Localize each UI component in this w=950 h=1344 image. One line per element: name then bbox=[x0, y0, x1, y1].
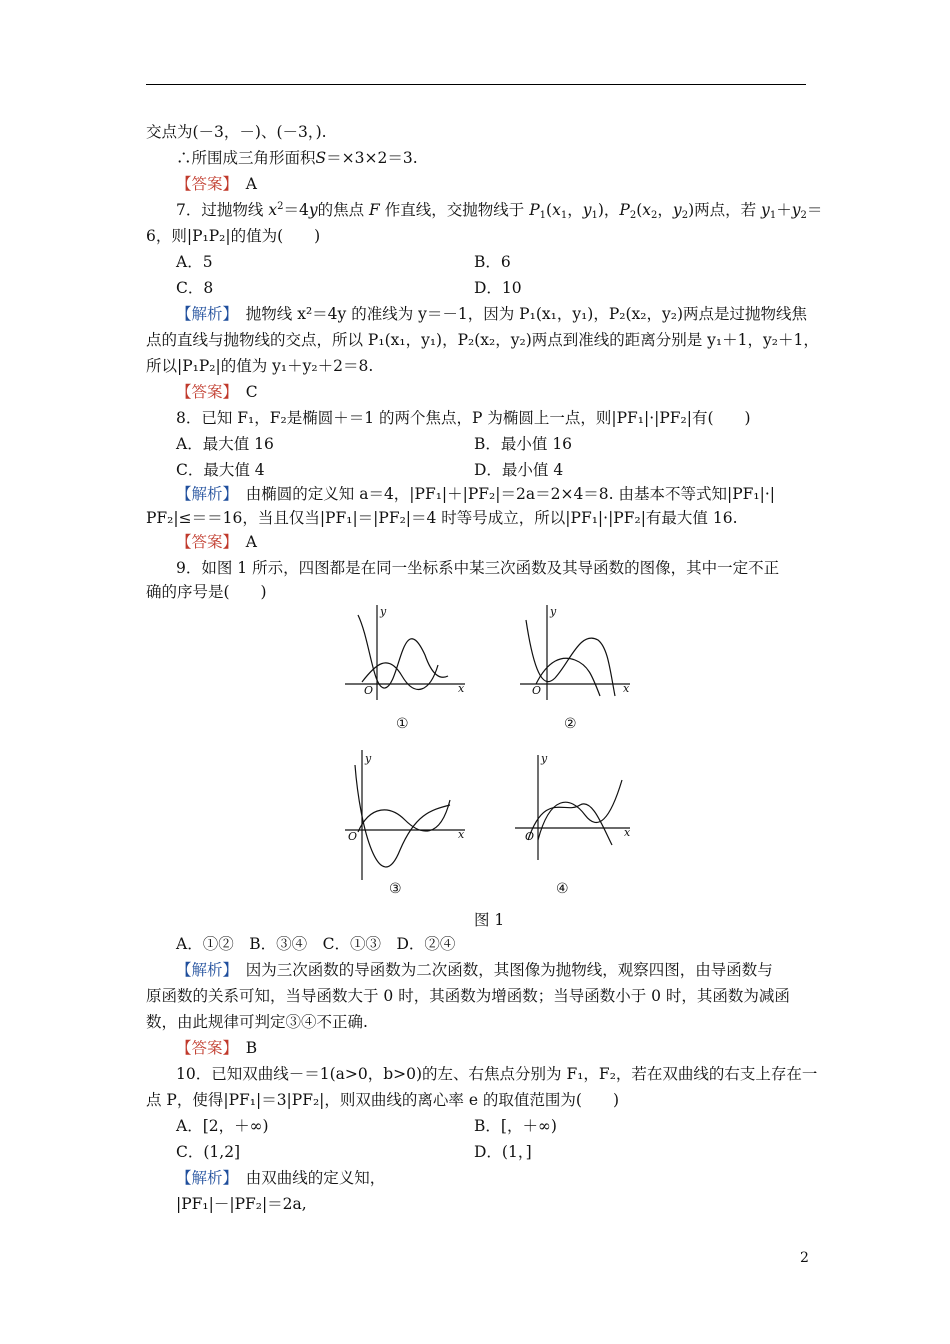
analysis-line: 【解析】 抛物线 x²＝4y 的准线为 y＝－1，因为 P₁(x₁，y₁)，P₂(x₂，y₂)两点是过抛物线焦 bbox=[176, 305, 808, 323]
option-a: A．[2，＋∞) bbox=[176, 1117, 269, 1135]
analysis-line: 【解析】 由椭圆的定义知 a＝4，|PF₁|＋|PF₂|＝2a＝2×4＝8. 由基本不等式知|PF₁|·| bbox=[176, 485, 776, 503]
axis-origin: O bbox=[525, 830, 535, 843]
text-line: 确的序号是( ) bbox=[146, 583, 267, 601]
axis-origin: O bbox=[348, 830, 358, 843]
axis-label-x: x bbox=[458, 682, 465, 695]
axis-label-x: x bbox=[624, 826, 631, 839]
question-10: 10．已知双曲线－＝1(a>0，b>0)的左、右焦点分别为 F₁，F₂，若在双曲线的右支上存在一 bbox=[176, 1065, 818, 1083]
question-9: 9．如图 1 所示，四图都是在同一坐标系中某三次函数及其导函数的图像，其中一定不正 bbox=[176, 559, 780, 577]
figure-1 bbox=[340, 600, 640, 900]
analysis-line: 【解析】 因为三次函数的导函数为二次函数，其图像为抛物线，观察四图，由导函数与 bbox=[176, 961, 773, 979]
answer-line: 【答案】 C bbox=[176, 383, 258, 401]
axis-label-x: x bbox=[458, 828, 465, 841]
question-8: 8．已知 F₁，F₂是椭圆＋＝1 的两个焦点，P 为椭圆上一点，则|PF₁|·|PF₂|有( ) bbox=[176, 409, 751, 427]
text-line: 点的直线与抛物线的交点，所以 P₁(x₁，y₁)，P₂(x₂，y₂)两点到准线的距离分别是 y₁＋1，y₂＋1， bbox=[146, 331, 819, 349]
axis-label-y: y bbox=[365, 752, 372, 765]
option-d: D．10 bbox=[474, 279, 522, 297]
axis-label-y: y bbox=[550, 605, 557, 618]
option-a: A．5 bbox=[176, 253, 213, 271]
answer-line: 【答案】 A bbox=[176, 175, 257, 193]
question-7: 7．过抛物线 $x^2=4y$的焦点 F 作直线，交抛物线于 $P_1(x_1$，$y_1$)，$P_2(x_2$，$y_2$)两点，若 $y_1+y_2=$ bbox=[176, 201, 823, 221]
text-line: |PF₁|－|PF₂|＝2a, bbox=[176, 1195, 307, 1213]
panel-label: ③ bbox=[389, 881, 402, 897]
page-number: 2 bbox=[800, 1250, 809, 1266]
axis-origin: O bbox=[364, 684, 374, 697]
analysis-line: 【解析】 由双曲线的定义知， bbox=[176, 1169, 386, 1187]
axis-origin: O bbox=[532, 684, 542, 697]
text-line: ∴所围成三角形面积S＝×3×2＝3. bbox=[176, 149, 418, 167]
option-b: B．[，＋∞) bbox=[474, 1117, 557, 1135]
option-c: C．8 bbox=[176, 279, 214, 297]
option-b: B．6 bbox=[474, 253, 511, 271]
option-a: A．最大值 16 bbox=[176, 435, 274, 453]
option-d: D．(1，] bbox=[474, 1143, 532, 1161]
panel-label: ① bbox=[396, 716, 409, 732]
header-rule bbox=[146, 84, 806, 85]
text-line: 原函数的关系可知，当导函数大于 0 时，其函数为增函数；当导函数小于 0 时，其函数为减函 bbox=[146, 987, 790, 1005]
question-9-options: A．①② B．③④ C．①③ D．②④ bbox=[176, 935, 456, 953]
answer-line: 【答案】 A bbox=[176, 533, 257, 551]
axis-label-y: y bbox=[380, 605, 387, 618]
option-c: C．(1,2] bbox=[176, 1143, 241, 1161]
text-line: 点 P，使得|PF₁|＝3|PF₂|，则双曲线的离心率 e 的取值范围为( ) bbox=[146, 1091, 620, 1109]
text-line: 交点为(－3，－)、(－3，). bbox=[146, 123, 327, 141]
axis-label-x: x bbox=[623, 682, 630, 695]
text-line: 所以|P₁P₂|的值为 y₁＋y₂＋2＝8. bbox=[146, 357, 374, 375]
figure-caption: 图 1 bbox=[474, 911, 505, 929]
answer-line: 【答案】 B bbox=[176, 1039, 258, 1057]
option-d: D．最小值 4 bbox=[474, 461, 564, 479]
panel-label: ② bbox=[564, 716, 577, 732]
option-c: C．最大值 4 bbox=[176, 461, 265, 479]
panel-label: ④ bbox=[556, 881, 569, 897]
option-b: B．最小值 16 bbox=[474, 435, 573, 453]
text-line: PF₂|≤＝＝16，当且仅当|PF₁|＝|PF₂|＝4 时等号成立，所以|PF₁|·|PF₂|有最大值 16. bbox=[146, 509, 738, 527]
text-line: 数，由此规律可判定③④不正确. bbox=[146, 1013, 368, 1031]
text-line: 6，则|P₁P₂|的值为( ) bbox=[146, 227, 321, 245]
axis-label-y: y bbox=[541, 752, 548, 765]
